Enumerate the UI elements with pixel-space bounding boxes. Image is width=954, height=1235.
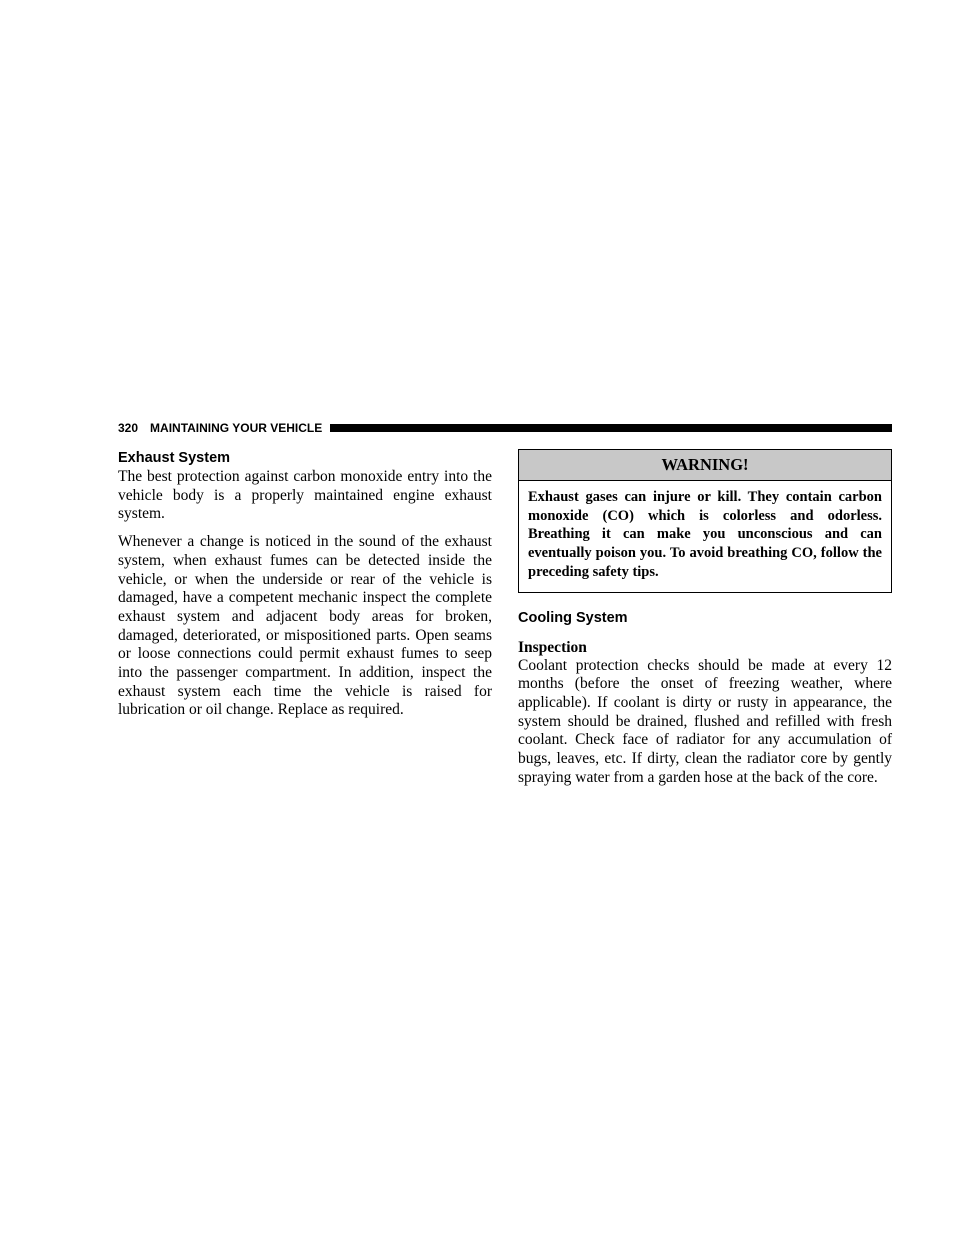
paragraph-gap (118, 524, 492, 533)
page-header (118, 420, 892, 436)
page-number: 320 (118, 421, 139, 435)
section-title: MAINTAINING YOUR VEHICLE (150, 421, 323, 435)
cooling-paragraph: Coolant protection checks should be made at every 12 months (before the onset of freezing weather, where applicable). If coolant is dirty or rusty in appearance, the system should be drained, flushed and refilled with fresh coolant. Check face of radiator for any accumulation of bugs, leaves, etc. If dirty, clean the radiator core by gently spraying water from a garden hose at the back of the core. (518, 656, 892, 786)
heading-gap (518, 628, 892, 638)
right-column (518, 449, 892, 787)
inspection-subheading: Inspection (518, 638, 587, 656)
left-column (118, 449, 492, 720)
exhaust-system-heading: Exhaust System (118, 450, 231, 466)
warning-text: Exhaust gases can injure or kill. They contain carbon monoxide (CO) which is colorless and odorless. Breathing it can make you unconscious and can eventually poison you. To avoid breathing CO, follow the preceding safety tips. (528, 489, 882, 580)
exhaust-paragraph-2: Whenever a change is noticed in the sound of the exhaust system, when exhaust fumes can be detected inside the vehicle, or when the underside or rear of the vehicle is damaged, have a competent mechanic inspect the complete exhaust system and adjacent body areas for broken, damaged, deteriorated, or mispositioned parts. Open seams or loose connections could permit exhaust fumes to seep into the passenger compartment. In addition, inspect the exhaust system each time the vehicle is raised for lubrication or oil change. Replace as required. (118, 533, 492, 719)
section-gap (518, 593, 892, 609)
exhaust-paragraph-1: The best protection against carbon monoxide entry into the vehicle body is a properly maintained engine exhaust system. (118, 468, 492, 523)
header-rule (330, 424, 892, 432)
warning-box (518, 449, 892, 593)
warning-title: WARNING! (519, 450, 891, 481)
cooling-system-heading: Cooling System (518, 609, 628, 626)
